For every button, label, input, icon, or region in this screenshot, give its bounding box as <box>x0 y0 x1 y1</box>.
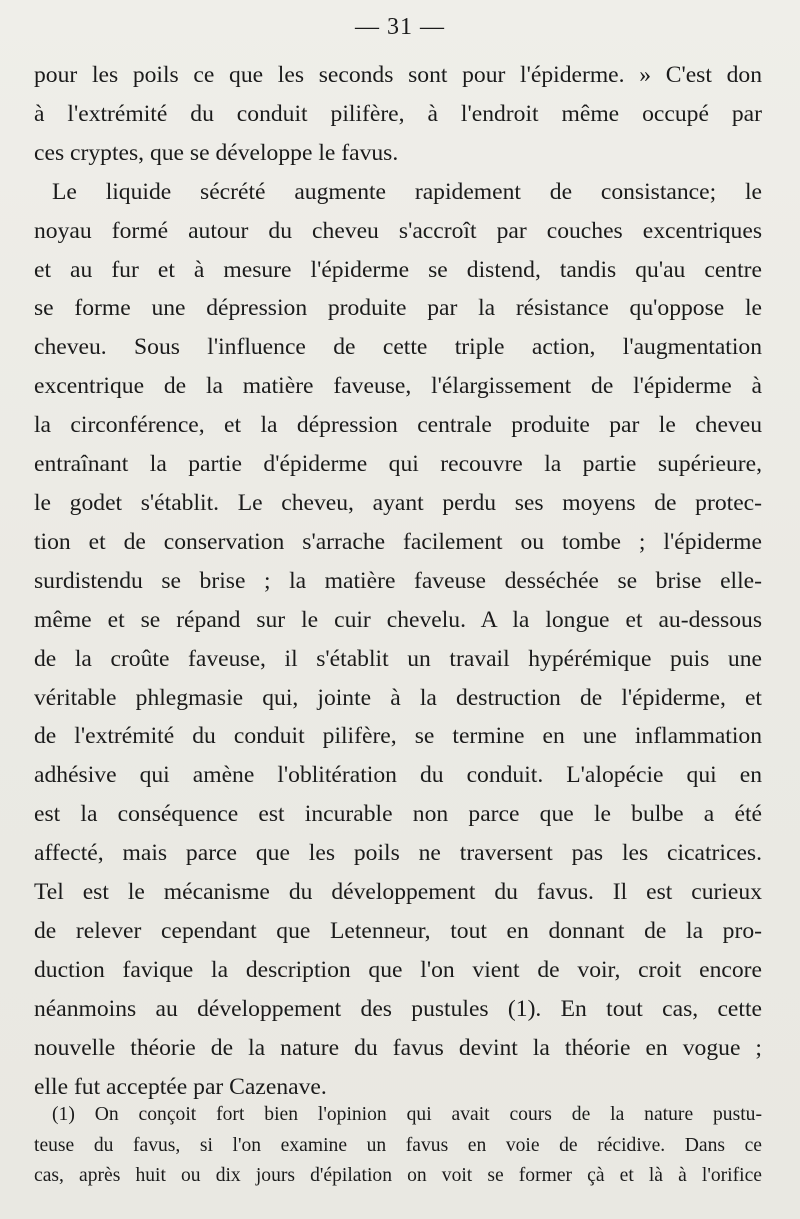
body-text <box>34 56 762 1106</box>
text-line: nouvelle théorie de la nature du favus devint la théorie en vogue ; <box>34 1034 762 1061</box>
text-line: le godet s'établit. Le cheveu, ayant perdu ses moyens de protec- <box>34 489 762 516</box>
footnote-line: teuse du favus, si l'on examine un favus en voie de récidive. Dans ce <box>34 1134 762 1156</box>
text-line: excentrique de la matière faveuse, l'élargissement de l'épiderme à <box>34 373 762 400</box>
text-line: duction favique la description que l'on vient de voir, croit encore <box>34 956 762 983</box>
text-line: et au fur et à mesure l'épiderme se distend, tandis qu'au centre <box>34 256 762 283</box>
footnote-line: cas, après huit ou dix jours d'épilation on voit se former çà et là à l'orifice <box>34 1165 762 1186</box>
text-line: surdistendu se brise ; la matière faveuse desséchée se brise elle- <box>34 567 762 594</box>
text-line: affecté, mais parce que les poils ne traversent pas les cicatrices. <box>34 840 762 867</box>
text-line: Le liquide sécrété augmente rapidement de consistance; le <box>52 178 762 205</box>
text-line: adhésive qui amène l'oblitération du conduit. L'alopécie qui en <box>34 762 762 789</box>
text-line: entraînant la partie d'épiderme qui recouvre la partie supérieure, <box>34 451 762 478</box>
text-line: de l'extrémité du conduit pilifère, se termine en une inflammation <box>34 723 762 750</box>
text-line: la circonférence, et la dépression centrale produite par le cheveu <box>34 412 762 439</box>
text-line: même et se répand sur le cuir chevelu. A la longue et au-dessous <box>34 606 762 633</box>
text-line: néanmoins au développement des pustules (1). En tout cas, cette <box>34 995 762 1022</box>
text-line: elle fut acceptée par Cazenave. <box>34 1073 327 1100</box>
footnote <box>34 1100 762 1192</box>
text-line: est la conséquence est incurable non parce que le bulbe a été <box>34 801 762 828</box>
text-line: à l'extrémité du conduit pilifère, à l'endroit même occupé par <box>34 100 762 127</box>
footnote-line: (1) On conçoit fort bien l'opinion qui avait cours de la nature pustu- <box>52 1104 762 1125</box>
page-number: — 31 — <box>355 14 445 40</box>
text-line: de la croûte faveuse, il s'établit un travail hypérémique puis une <box>34 645 762 672</box>
text-line: véritable phlegmasie qui, jointe à la destruction de l'épiderme, et <box>34 684 762 711</box>
text-line: noyau formé autour du cheveu s'accroît par couches excentriques <box>34 217 762 244</box>
text-line: de relever cependant que Letenneur, tout en donnant de la pro- <box>34 917 762 944</box>
text-line: Tel est le mécanisme du développement du favus. Il est curieux <box>34 879 762 906</box>
text-line: pour les poils ce que les seconds sont pour l'épiderme. » C'est don <box>34 62 762 88</box>
text-line: ces cryptes, que se développe le favus. <box>34 139 399 166</box>
text-line: cheveu. Sous l'influence de cette triple action, l'augmentation <box>34 334 762 361</box>
text-line: se forme une dépression produite par la résistance qu'oppose le <box>34 295 762 322</box>
text-line: tion et de conservation s'arrache facilement ou tombe ; l'épiderme <box>34 528 762 555</box>
